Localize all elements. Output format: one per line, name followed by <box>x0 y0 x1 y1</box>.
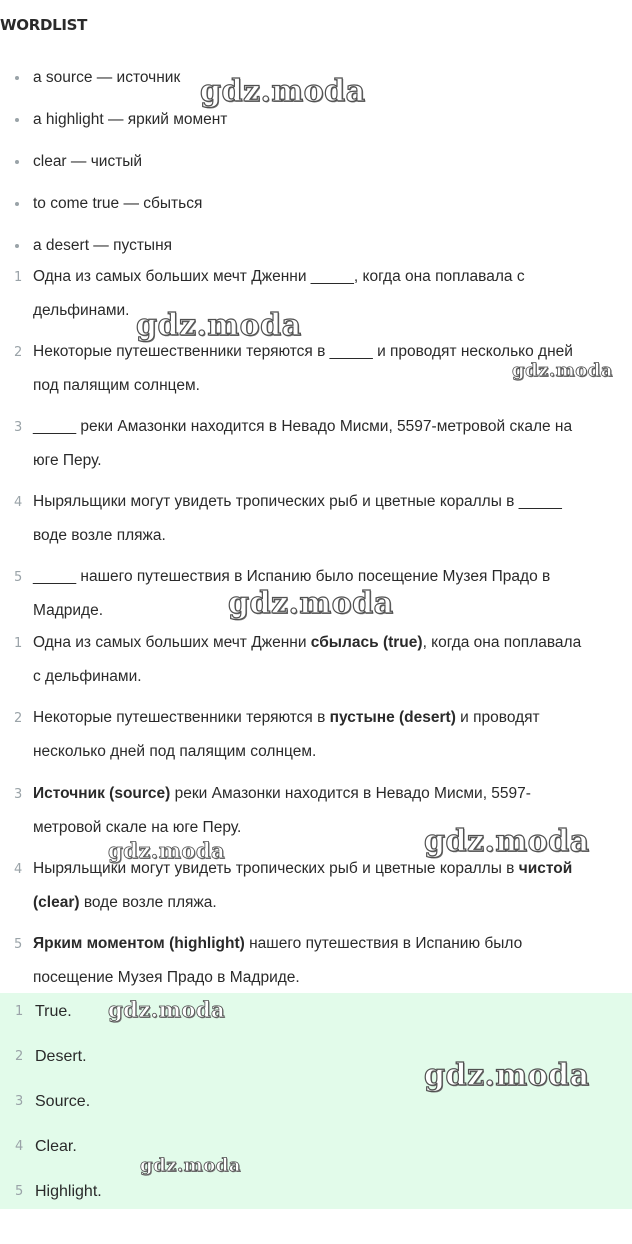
exercise-sentence: _____ реки Амазонки находится в Невадо Мисми, 5597-метровой скале на юге Перу. <box>33 418 573 469</box>
wordlist-item <box>33 236 172 256</box>
answer-number: 4 <box>15 1139 24 1154</box>
wordlist-item-text: to come true — сбыться <box>33 195 203 212</box>
answer-text: Highlight. <box>35 1183 102 1200</box>
exercise-sentence: _____ нашего путешествия в Испанию было посещение Музея Прадо в Мадриде. <box>33 568 551 619</box>
answer-number: 3 <box>15 1094 24 1109</box>
watermark: gdz.moda <box>228 586 394 621</box>
answers-panel <box>0 993 632 1209</box>
solution-sentence: Некоторые путешественники теряются в пустыне (desert) и проводят несколько дней под палящим солнцем. <box>33 709 540 760</box>
watermark: gdz.moda <box>108 997 226 1022</box>
answer-text: Source. <box>35 1093 91 1110</box>
bullet-icon <box>15 76 19 80</box>
wordlist-item <box>33 110 227 130</box>
answer-number: 1 <box>15 1004 24 1019</box>
answer-text: Desert. <box>35 1048 87 1065</box>
answer-text: True. <box>35 1003 72 1020</box>
wordlist-item <box>33 152 142 172</box>
exercise-number: 5 <box>14 570 23 585</box>
watermark: gdz.moda <box>200 74 366 109</box>
solution-sentence: Одна из самых больших мечт Дженни сбылась (true), когда она поплавала с дельфинами. <box>33 634 582 685</box>
exercise-number: 3 <box>14 420 23 435</box>
solution-sentence: Ярким моментом (highlight) нашего путешествия в Испанию было посещение Музея Прадо в Мадриде. <box>33 935 523 986</box>
bullet-icon <box>15 244 19 248</box>
watermark: gdz.moda <box>424 824 590 859</box>
answer-number: 2 <box>15 1049 24 1064</box>
solution-number: 5 <box>14 937 23 952</box>
bullet-icon <box>15 202 19 206</box>
wordlist-heading: WORDLIST <box>0 16 88 34</box>
solution-number: 3 <box>14 787 23 802</box>
watermark: gdz.moda <box>136 308 302 343</box>
wordlist-item-text: clear — чистый <box>33 153 143 170</box>
solution-number: 4 <box>14 862 23 877</box>
solution-sentence: Источник (source) реки Амазонки находится в Невадо Мисми, 5597- метровой скале на юге Перу. <box>33 785 531 836</box>
exercise-sentence: Некоторые путешественники теряются в _____ и проводят несколько дней под палящим солнцем. <box>33 343 573 394</box>
exercise-number: 4 <box>14 495 23 510</box>
watermark: gdz.moda <box>512 360 613 381</box>
wordlist-item <box>33 194 202 214</box>
answer-text: Clear. <box>35 1138 77 1155</box>
wordlist-item-text: a desert — пустыня <box>33 237 173 254</box>
wordlist-item <box>33 68 180 88</box>
wordlist-item-text: a source — источник <box>33 69 181 86</box>
bullet-icon <box>15 160 19 164</box>
exercise-number: 2 <box>14 345 23 360</box>
exercise-sentence: Одна из самых больших мечт Дженни _____, когда она поплавала с дельфинами. <box>33 268 525 319</box>
exercise-sentence: Ныряльщики могут увидеть тропических рыб и цветные кораллы в _____ воде возле пляжа. <box>33 493 562 544</box>
solution-sentence: Ныряльщики могут увидеть тропических рыб и цветные кораллы в чистой (clear) воде возле пляжа. <box>33 860 573 911</box>
watermark: gdz.moda <box>108 838 226 863</box>
watermark: gdz.moda <box>424 1058 590 1093</box>
solution-number: 1 <box>14 636 23 651</box>
exercise-number: 1 <box>14 270 23 285</box>
solution-number: 2 <box>14 711 23 726</box>
bullet-icon <box>15 118 19 122</box>
watermark: gdz.moda <box>140 1155 241 1176</box>
wordlist-item-text: a highlight — яркий момент <box>33 111 228 128</box>
answer-number: 5 <box>15 1184 24 1199</box>
